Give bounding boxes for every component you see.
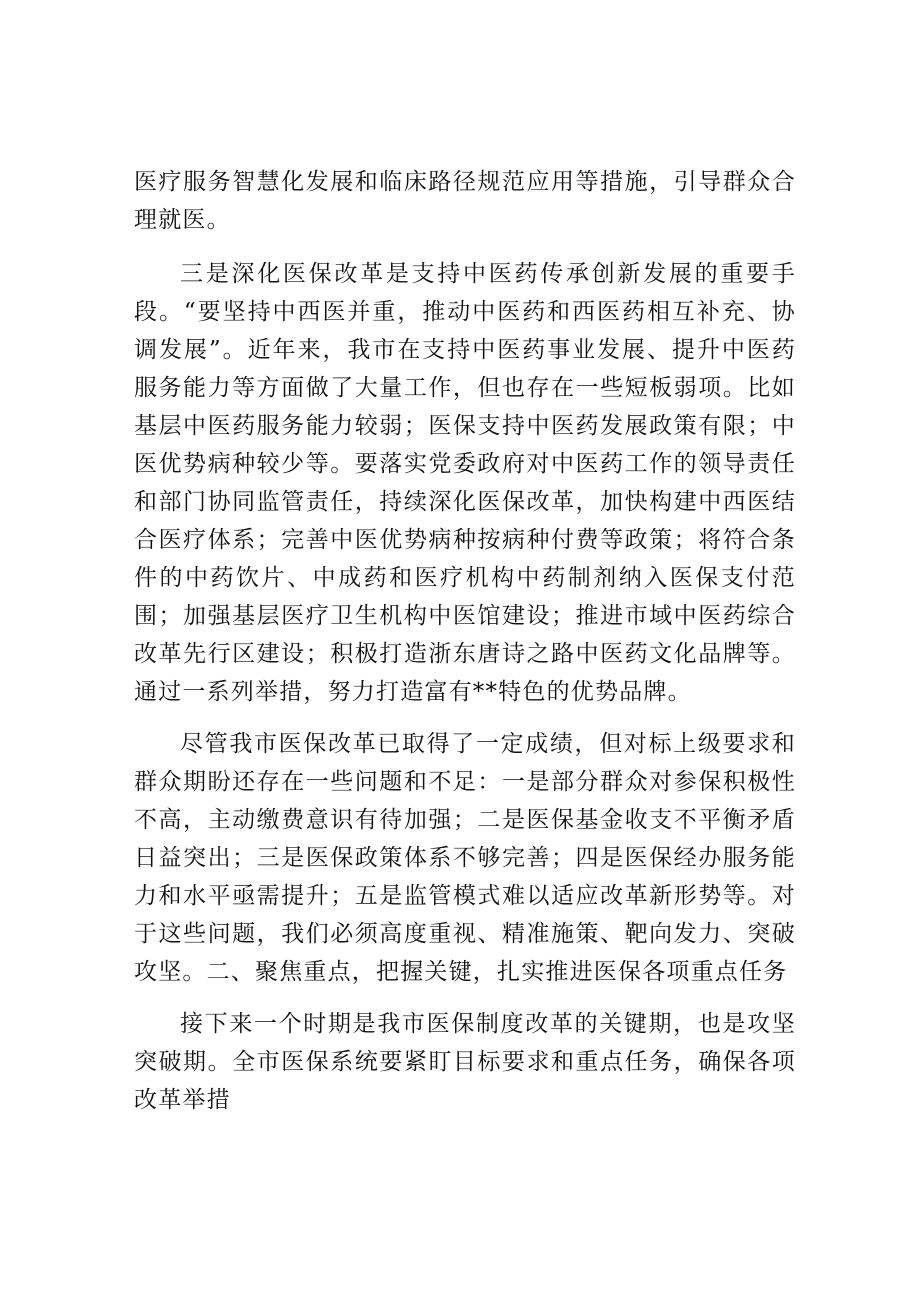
paragraph-next-period: 接下来一个时期是我市医保制度改革的关键期，也是攻坚突破期。全市医保系统要紧盯目标要求和重点任务，确保各项改革举措 <box>134 1011 796 1113</box>
paragraph-problems: 尽管我市医保改革已取得了一定成绩，但对标上级要求和群众期盼还存在一些问题和不足：一是部分群众对参保积极性不高，主动缴费意识有待加强；二是医保基金收支不平衡矛盾日益突出；三是医保政策体系不够完善；四是医保经办服务能力和水平亟需提升；五是监管模式难以适应改革新形势等。对于这些问题，我们必须高度重视、精准施策、靶向发力、突破攻坚。二、聚焦重点，把握关键，扎实推进医保各项重点任务 <box>134 731 796 985</box>
paragraph-tcm-reform: 三是深化医保改革是支持中医药传承创新发展的重要手段。“要坚持中西医并重，推动中医药和西医药相互补充、协调发展”。近年来，我市在支持中医药事业发展、提升中医药服务能力等方面做了大量工作，但也存在一些短板弱项。比如基层中医药服务能力较弱；医保支持中医药发展政策有限；中医优势病种较少等。要落实党委政府对中医药工作的领导责任和部门协同监管责任，持续深化医保改革，加快构建中西医结合医疗体系；完善中医优势病种按病种付费等政策；将符合条件的中药饮片、中成药和医疗机构中药制剂纳入医保支付范围；加强基层医疗卫生机构中医馆建设；推进市域中医药综合改革先行区建设；积极打造浙东唐诗之路中医药文化品牌等。通过一系列举措，努力打造富有**特色的优势品牌。 <box>134 261 796 705</box>
paragraph-continuation: 医疗服务智慧化发展和临床路径规范应用等措施，引导群众合理就医。 <box>134 169 796 233</box>
document-body <box>134 163 796 1133</box>
